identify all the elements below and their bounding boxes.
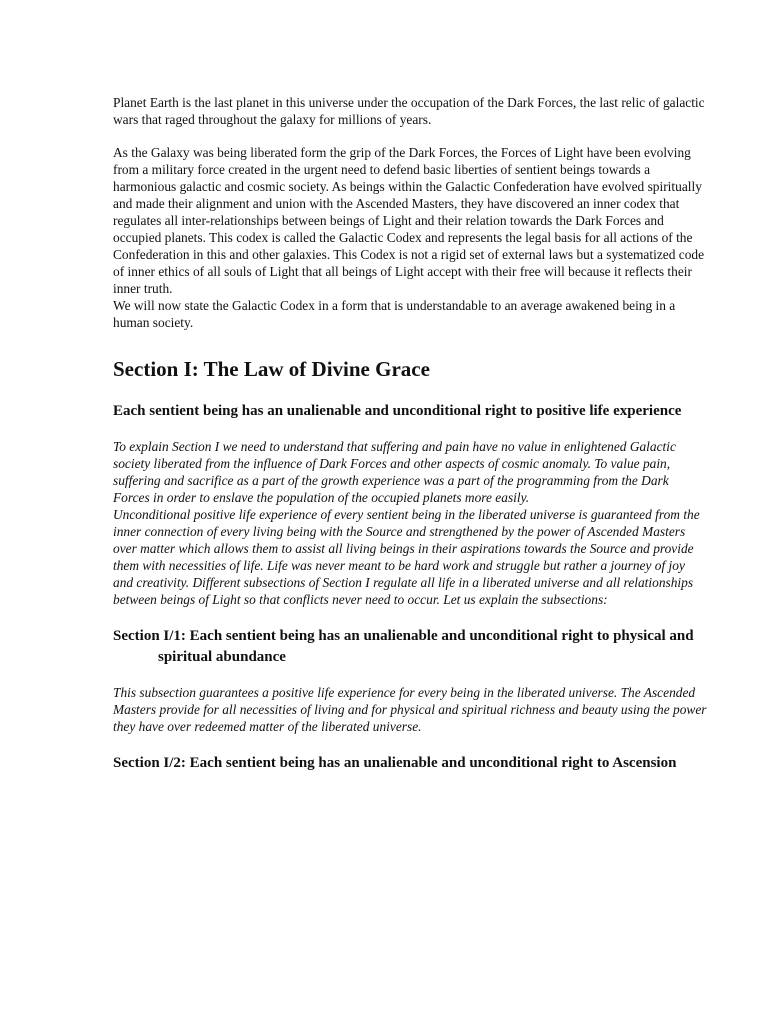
subsection-2-heading: Section I/2: Each sentient being has an unalienable and unconditional right to Ascension [113,755,677,771]
section-1-italic-paragraph-1: To explain Section I we need to understand that suffering and pain have no value in enlightened Galactic society liberated from the influence of Dark Forces and other aspects of cosmic anomaly. To value pain, suffering and sacrifice as a part of the growth experience was a part of the programming from the Dark Forces in order to enslave the population of the occupied planets more easily. [113,439,676,505]
section-1-title: Section I: The Law of Divine Grace [113,357,430,381]
subsection-1-italic-paragraph: This subsection guarantees a positive life experience for every being in the liberated universe. The Ascended Masters provide for all necessities of living and for physical and spiritual richness and beauty using the power they have over redeemed matter of the liberated universe. [113,685,707,734]
intro-paragraph-3: We will now state the Galactic Codex in a form that is understandable to an average awakened being in a human society. [113,298,676,330]
section-1-italic-paragraph-2: Unconditional positive life experience of every sentient being in the liberated universe is guaranteed from the inner connection of every living being with the Source and strengthened by the power of Ascended Masters over matter which allows them to assist all living beings in their aspirations towards the Source and provide them with necessities of life. Life was never meant to be hard work and struggle but rather a journey of joy and creativity. Different subsections of Section I regulate all life in a liberated universe and all relationships between beings of Light so that conflicts never need to occur. Let us explain the subsections: [113,507,700,607]
section-1-heading: Each sentient being has an unalienable and unconditional right to positive life experience [113,403,682,419]
subsection-1-heading: Section I/1: Each sentient being has an unalienable and unconditional right to physical and spiritual abundance [113,628,694,665]
intro-paragraph-1: Planet Earth is the last planet in this universe under the occupation of the Dark Forces, the last relic of galactic wars that raged throughout the galaxy for millions of years. [113,95,705,127]
intro-paragraph-2: As the Galaxy was being liberated form the grip of the Dark Forces, the Forces of Light have been evolving from a military force created in the urgent need to defend basic liberties of sentient beings towards a harmonious galactic and cosmic society. As beings within the Galactic Confederation have evolved spiritually and made their alignment and union with the Ascended Masters, they have discovered an inner codex that regulates all inter-relationships between beings of Light and their relation towards the Dark Forces and occupied planets. This codex is called the Galactic Codex and represents the legal basis for all actions of the Confederation in this and other galaxies. This Codex is not a rigid set of external laws but a systematized code of inner ethics of all souls of Light that all beings of Light accept with their free will because it reflects their inner truth. [113,145,705,296]
